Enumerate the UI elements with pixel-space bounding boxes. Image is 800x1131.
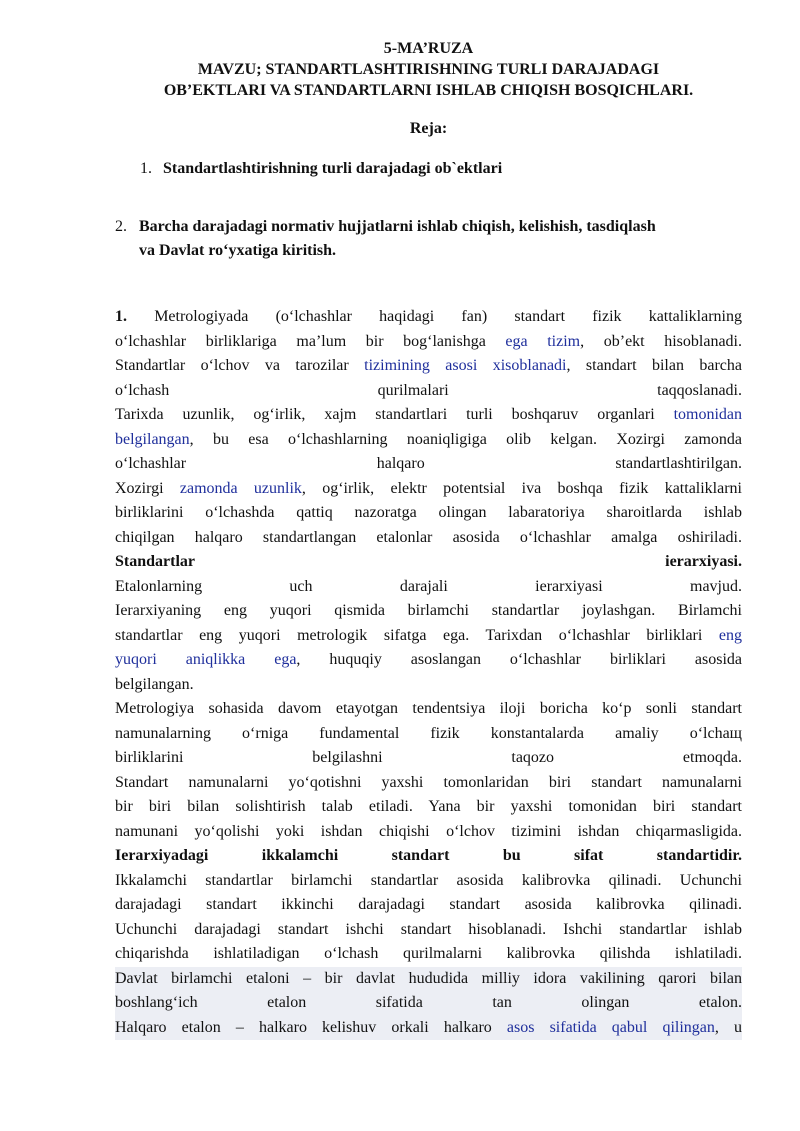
body-line: [115, 697, 742, 722]
highlighted-phrase: eng: [718, 626, 742, 644]
plan-item: [115, 215, 659, 263]
highlighted-phrase: tizimining asosi xisoblanadi: [364, 357, 567, 374]
body-line: [115, 575, 742, 600]
body-text: chiqarishda ishlatiladigan o‘lchash qurilmalarni kalibrovka qilishda ishlatiladi.: [115, 945, 742, 962]
body-text: o‘lchash qurilmalari taqqoslanadi.: [115, 381, 742, 399]
body-line: [115, 526, 742, 551]
body-line: [115, 893, 742, 918]
highlighted-phrase: yuqori aniqlikka ega: [115, 651, 297, 668]
body-text: standartlar eng yuqori metrologik sifatga ega. Tarixdan o‘lchashlar birliklari: [115, 626, 719, 644]
body-line: [115, 771, 742, 796]
topic-line-2: OB’EKTLARI VA STANDARTLARNI ISHLAB CHIQISH BOSQICHLARI.: [163, 82, 694, 99]
body-line: [115, 428, 742, 453]
body-text: namunalarning o‘rniga fundamental fizik konstantalarda amaliy o‘lchaщ: [115, 724, 742, 742]
body-line: [115, 673, 742, 698]
body-line: [115, 648, 742, 673]
plan-item-number: 2.: [115, 218, 127, 235]
body-line: [115, 501, 742, 526]
highlighted-phrase: zamonda uzunlik: [179, 479, 302, 497]
body-line: [115, 869, 742, 894]
body-line-shaded: [115, 991, 742, 1016]
body-line: [115, 452, 742, 477]
body-line: [115, 403, 742, 428]
body-text: , ob’ekt hisoblanadi.: [580, 332, 742, 350]
subheading-text: Standartlar ierarxiyasi.: [115, 553, 742, 570]
body-line: [115, 599, 742, 624]
section-number: 1.: [115, 308, 155, 325]
body-text: Etalonlarning uch darajali ierarxiyasi mavjud.: [115, 577, 742, 595]
subheading: [115, 844, 742, 869]
lecture-body: [115, 305, 742, 1040]
plan-item-text: Standartlashtirishning turli darajadagi ob`ektlari: [163, 160, 503, 177]
body-text: o‘lchashlar halqaro standartlashtirilgan.: [115, 455, 742, 472]
body-line: [115, 330, 742, 355]
body-text: birliklarini belgilashni taqozo etmoqda.: [115, 749, 742, 766]
body-text: , standart bilan barcha: [566, 357, 743, 374]
plan-title: Reja:: [409, 120, 448, 137]
body-text: , u: [714, 1018, 743, 1036]
plan-item-number: 1.: [140, 160, 152, 177]
body-text: , bu esa o‘lchashlarning noaniqligiga olib kelgan. Xozirgi zamonda: [189, 430, 742, 448]
body-line-shaded: [115, 967, 742, 992]
lecture-number: 5-MA’RUZA: [383, 40, 474, 57]
body-text: Standartlar o‘lchov va tarozilar: [115, 357, 365, 374]
body-text: o‘lchashlar birliklariga ma’lum bir bog‘lanishga: [115, 332, 506, 350]
body-line: [115, 795, 742, 820]
topic-line-1: MAVZU; STANDARTLASHTIRISHNING TURLI DARAJADAGI: [197, 61, 660, 78]
highlighted-phrase: ega tizim: [505, 332, 581, 350]
body-line: [115, 354, 742, 379]
body-text: chiqilgan halqaro standartlangan etalonlar asosida o‘lchashlar amalga oshiriladi.: [115, 528, 742, 546]
plan-item-text: Barcha darajadagi normativ hujjatlarni ishlab chiqish, kelishish, tasdiqlash va Davlat ro‘yxatiga kiritish.: [139, 218, 656, 259]
body-text: namunani yo‘qolishi yoki ishdan chiqishi o‘lchov tizimini ishdan chiqarmasligida.: [115, 822, 742, 840]
body-text: Metrologiyada (o‘lchashlar haqidagi fan) standart fizik kattaliklarning: [154, 308, 742, 325]
body-text: Metrologiya sohasida davom etayotgan tendentsiya iloji boricha ko‘p sonli standart: [115, 700, 742, 717]
body-text: Uchunchi darajadagi standart ishchi standart hisoblanadi. Ishchi standartlar ishlab: [115, 920, 742, 938]
body-text: Xozirgi: [115, 479, 180, 497]
body-line: [115, 942, 742, 967]
body-line: [115, 722, 742, 747]
body-line: [115, 746, 742, 771]
body-text: darajadagi standart ikkinchi darajadagi standart asosida kalibrovka qilinadi.: [115, 896, 742, 913]
document-page: [115, 38, 742, 1040]
highlighted-phrase: asos sifatida qabul qilingan: [506, 1018, 715, 1036]
plan-list: [115, 157, 742, 263]
body-text: Davlat birlamchi etaloni – bir davlat hududida milliy idora vakilining qarori bilan: [115, 969, 742, 987]
body-line: [115, 918, 742, 943]
body-line-shaded: [115, 1016, 742, 1041]
highlighted-phrase: belgilangan: [115, 430, 190, 448]
body-line: [115, 305, 742, 330]
body-line: [115, 820, 742, 845]
subheading-text: Ierarxiyadagi ikkalamchi standart bu sifat standartidir.: [115, 847, 742, 864]
plan-item: [115, 157, 742, 181]
body-text: bir biri bilan solishtirish talab etiladi. Yana bir yaxshi tomonidan biri standart: [115, 798, 742, 815]
body-text: , huquqiy asoslangan o‘lchashlar birliklari asosida: [296, 651, 742, 668]
body-text: boshlang‘ich etalon sifatida tan olingan etalon.: [115, 994, 742, 1011]
body-text: Standart namunalarni yo‘qotishni yaxshi tomonlaridan biri standart namunalarni: [115, 773, 742, 791]
body-text: Ierarxiyaning eng yuqori qismida birlamchi standartlar joylashgan. Birlamchi: [115, 602, 742, 619]
body-text: Halqaro etalon – halkaro kelishuv orkali halkaro: [115, 1018, 507, 1036]
body-line: [115, 379, 742, 404]
highlighted-phrase: tomonidan: [673, 406, 742, 423]
body-text: Ikkalamchi standartlar birlamchi standartlar asosida kalibrovka qilinadi. Uchunchi: [115, 871, 742, 889]
body-text: birliklarini o‘lchashda qattiq nazoratga olingan labaratoriya sharoitlarda ishlab: [115, 504, 742, 521]
body-line: [115, 624, 742, 649]
body-text: , og‘irlik, elektr potentsial iva boshqa fizik kattaliklarni: [301, 479, 742, 497]
body-line: [115, 477, 742, 502]
subheading: [115, 550, 742, 575]
body-text: belgilangan.: [115, 675, 194, 693]
body-text: Tarixda uzunlik, og‘irlik, xajm standartlari turli boshqaruv organlari: [115, 406, 674, 423]
